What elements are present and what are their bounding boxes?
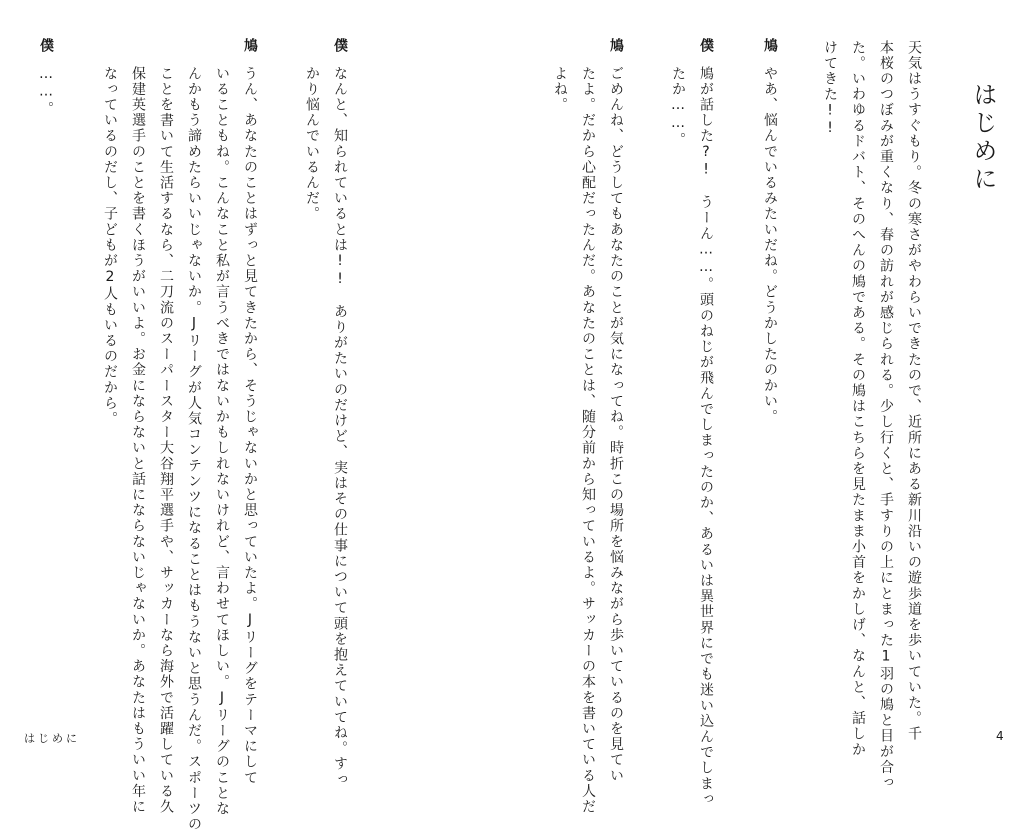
speaker-label: 僕 — [38, 38, 54, 53]
narration-line: 本桜のつぼみが重くなり、春の訪れが感じられる。少し行くと、手すりの上にとまった1羽の鳩と目が合っ — [878, 40, 894, 791]
speaker-label: 僕 — [332, 38, 348, 53]
page-number: 4 — [996, 729, 1004, 743]
page-title: はじめに — [969, 82, 997, 194]
dialogue-line: なんと、知られているとは!! ありがたいのだけど、実はその仕事について頭を抱えていてね。すっ — [332, 66, 348, 788]
dialogue-line: ……。 — [38, 66, 54, 117]
narration-line: た。いわゆるドバト、そのへんの鳩である。その鳩はこちらを見たまま小首をかしげ、なんと、話しか — [850, 40, 866, 758]
speaker-label: 鳩 — [762, 38, 778, 53]
dialogue-line: ことを書いて生活するなら、二刀流のスーパースター大谷翔平選手や、サッカーなら海外で活躍している久 — [158, 66, 174, 815]
dialogue-line: たか……。 — [670, 66, 686, 148]
speaker-label: 鳩 — [242, 38, 258, 53]
dialogue-line: うん、あなたのことはずっと見てきたから、そうじゃないかと思っていたよ。Jリーグをテーマにして — [242, 66, 258, 786]
dialogue-line: たよ。だから心配だったんだ。あなたのことは、随分前から知っているよ。サッカーの本を書いている人だ — [580, 66, 596, 815]
speaker-label: 僕 — [698, 38, 714, 53]
narration-line: 天気はうすぐもり。冬の寒さがやわらいできたので、近所にある新川沿いの遊歩道を歩いていた。千 — [906, 40, 922, 742]
dialogue-line: 保建英選手のことを書くほうがいいよ。お金にならないと話にならないじゃないか。あなたはもういい年に — [130, 66, 146, 815]
dialogue-line: 鳩が話した?! うーん……。頭のねじが飛んでしまったのか、あるいは異世界にでも迷い込んでしまっ — [698, 66, 714, 808]
narration-line: けてきた!! — [822, 40, 838, 138]
dialogue-line: やあ、悩んでいるみたいだね。どうかしたのかい。 — [762, 66, 778, 425]
running-header-section: はじめに — [24, 732, 80, 745]
dialogue-line: かり悩んでいるんだ。 — [304, 66, 320, 222]
dialogue-line: なっているのだし、子どもが2人もいるのだから。 — [102, 66, 118, 427]
dialogue-line: んかもう諦めたらいいじゃないか。Jリーグが人気コンテンツになることはもうないと思うんだ。スポーツの — [186, 66, 202, 832]
dialogue-line: よね。 — [552, 66, 568, 113]
dialogue-line: ごめんね、どうしてもあなたのことが気になってね。時折この場所を悩みながら歩いているのを見てい — [608, 66, 624, 784]
dialogue-line: いることもね。こんなこと私が言うべきではないかもしれないけれど、言わせてほしい。Jリーグのことな — [214, 66, 230, 817]
speaker-label: 鳩 — [608, 38, 624, 53]
